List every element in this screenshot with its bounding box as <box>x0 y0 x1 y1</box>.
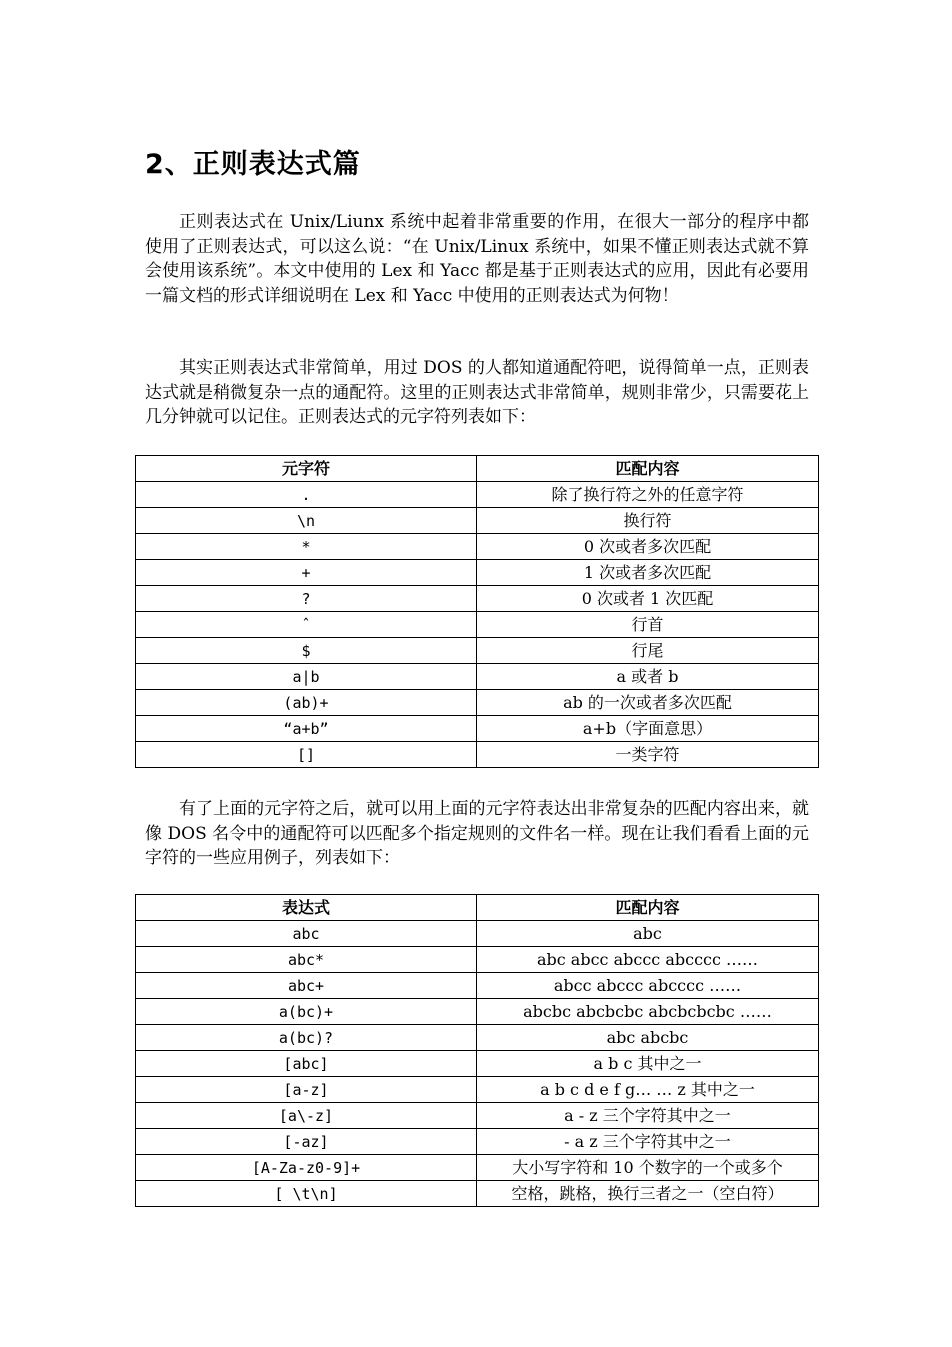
table-cell-pattern: [a-z] <box>136 1077 477 1103</box>
table-cell-match: 行尾 <box>477 638 819 664</box>
table-cell-pattern: abc* <box>136 947 477 973</box>
table-row <box>136 1025 819 1051</box>
table-cell-match: abc <box>477 921 819 947</box>
table-cell-pattern: $ <box>136 638 477 664</box>
table-row <box>136 1103 819 1129</box>
table-cell-pattern: . <box>136 482 477 508</box>
table-row <box>136 612 819 638</box>
table-cell-pattern: [abc] <box>136 1051 477 1077</box>
table-header: 表达式 <box>136 895 477 921</box>
table-row <box>136 664 819 690</box>
table-cell-match: a 或者 b <box>477 664 819 690</box>
table-cell-pattern: [-az] <box>136 1129 477 1155</box>
table-row <box>136 482 819 508</box>
table-cell-match: - a z 三个字符其中之一 <box>477 1129 819 1155</box>
table-cell-pattern: [ \t\n] <box>136 1181 477 1207</box>
table-row <box>136 921 819 947</box>
table-cell-match: abc abcbc <box>477 1025 819 1051</box>
table-row <box>136 1155 819 1181</box>
table-row <box>136 716 819 742</box>
table-header: 元字符 <box>136 456 477 482</box>
table-row <box>136 1077 819 1103</box>
table-row <box>136 508 819 534</box>
table-row <box>136 586 819 612</box>
table-cell-pattern: abc <box>136 921 477 947</box>
table-cell-match: a+b（字面意思） <box>477 716 819 742</box>
table-cell-match: 大小写字符和 10 个数字的一个或多个 <box>477 1155 819 1181</box>
examples-intro-paragraph: 有了上面的元字符之后，就可以用上面的元字符表达出非常复杂的匹配内容出来，就像 DOS 名令中的通配符可以匹配多个指定规则的文件名一样。现在让我们看看上面的元字符的一些应用例子，列表如下： <box>145 799 809 868</box>
table-cell-pattern: [A-Za-z0-9]+ <box>136 1155 477 1181</box>
metachar-intro-paragraph: 其实正则表达式非常简单，用过 DOS 的人都知道通配符吧，说得简单一点，正则表达式就是稍微复杂一点的通配符。这里的正则表达式非常简单，规则非常少，只需要花上几分钟就可以记住。正则表达式的元字符列表如下： <box>145 358 809 427</box>
table-row <box>136 534 819 560</box>
table-header-row <box>136 895 819 921</box>
table-cell-pattern: \n <box>136 508 477 534</box>
intro-paragraph: 正则表达式在 Unix/Liunx 系统中起着非常重要的作用，在很大一部分的程序中都使用了正则表达式，可以这么说：“在 Unix/Linux 系统中，如果不懂正则表达式就不算会使用该系统”。本文中使用的 Lex 和 Yacc 都是基于正则表达式的应用，因此有必要用一篇文档的形式详细说明在 Lex 和 Yacc 中使用的正则表达式为何物！ <box>145 212 809 306</box>
table-cell-pattern: a(bc)+ <box>136 999 477 1025</box>
table-cell-match: a b c 其中之一 <box>477 1051 819 1077</box>
table-row <box>136 1129 819 1155</box>
example-table-body <box>136 921 819 1207</box>
table-row <box>136 973 819 999</box>
table-row <box>136 1181 819 1207</box>
section-title: 2、正则表达式篇 <box>145 149 361 180</box>
table-row <box>136 638 819 664</box>
table-header: 匹配内容 <box>477 456 819 482</box>
table-cell-match: 一类字符 <box>477 742 819 768</box>
table-cell-match: a b c d e f g… … z 其中之一 <box>477 1077 819 1103</box>
table-cell-pattern: [a\-z] <box>136 1103 477 1129</box>
table-cell-match: 0 次或者多次匹配 <box>477 534 819 560</box>
table-row <box>136 690 819 716</box>
table-cell-pattern: ? <box>136 586 477 612</box>
table-cell-match: 1 次或者多次匹配 <box>477 560 819 586</box>
table-row <box>136 742 819 768</box>
table-cell-pattern: “a+b” <box>136 716 477 742</box>
table-cell-pattern: a(bc)? <box>136 1025 477 1051</box>
table-row <box>136 1051 819 1077</box>
table-cell-match: 换行符 <box>477 508 819 534</box>
table-cell-pattern: [] <box>136 742 477 768</box>
table-cell-match: abcc abccc abcccc …… <box>477 973 819 999</box>
table-cell-pattern: ˆ <box>136 612 477 638</box>
table-header: 匹配内容 <box>477 895 819 921</box>
table-cell-match: a - z 三个字符其中之一 <box>477 1103 819 1129</box>
table-cell-pattern: * <box>136 534 477 560</box>
table-cell-match: 空格，跳格，换行三者之一（空白符） <box>477 1181 819 1207</box>
table-cell-pattern: (ab)+ <box>136 690 477 716</box>
metachar-table <box>135 455 819 768</box>
example-table <box>135 894 819 1207</box>
metachar-table-body <box>136 482 819 768</box>
table-cell-match: abc abcc abccc abcccc …… <box>477 947 819 973</box>
table-cell-match: 行首 <box>477 612 819 638</box>
table-cell-match: 0 次或者 1 次匹配 <box>477 586 819 612</box>
table-cell-match: abcbc abcbcbc abcbcbcbc …… <box>477 999 819 1025</box>
table-cell-pattern: abc+ <box>136 973 477 999</box>
table-row <box>136 947 819 973</box>
table-cell-match: 除了换行符之外的任意字符 <box>477 482 819 508</box>
table-cell-match: ab 的一次或者多次匹配 <box>477 690 819 716</box>
table-cell-pattern: a|b <box>136 664 477 690</box>
table-row <box>136 999 819 1025</box>
table-row <box>136 560 819 586</box>
table-cell-pattern: + <box>136 560 477 586</box>
table-header-row <box>136 456 819 482</box>
